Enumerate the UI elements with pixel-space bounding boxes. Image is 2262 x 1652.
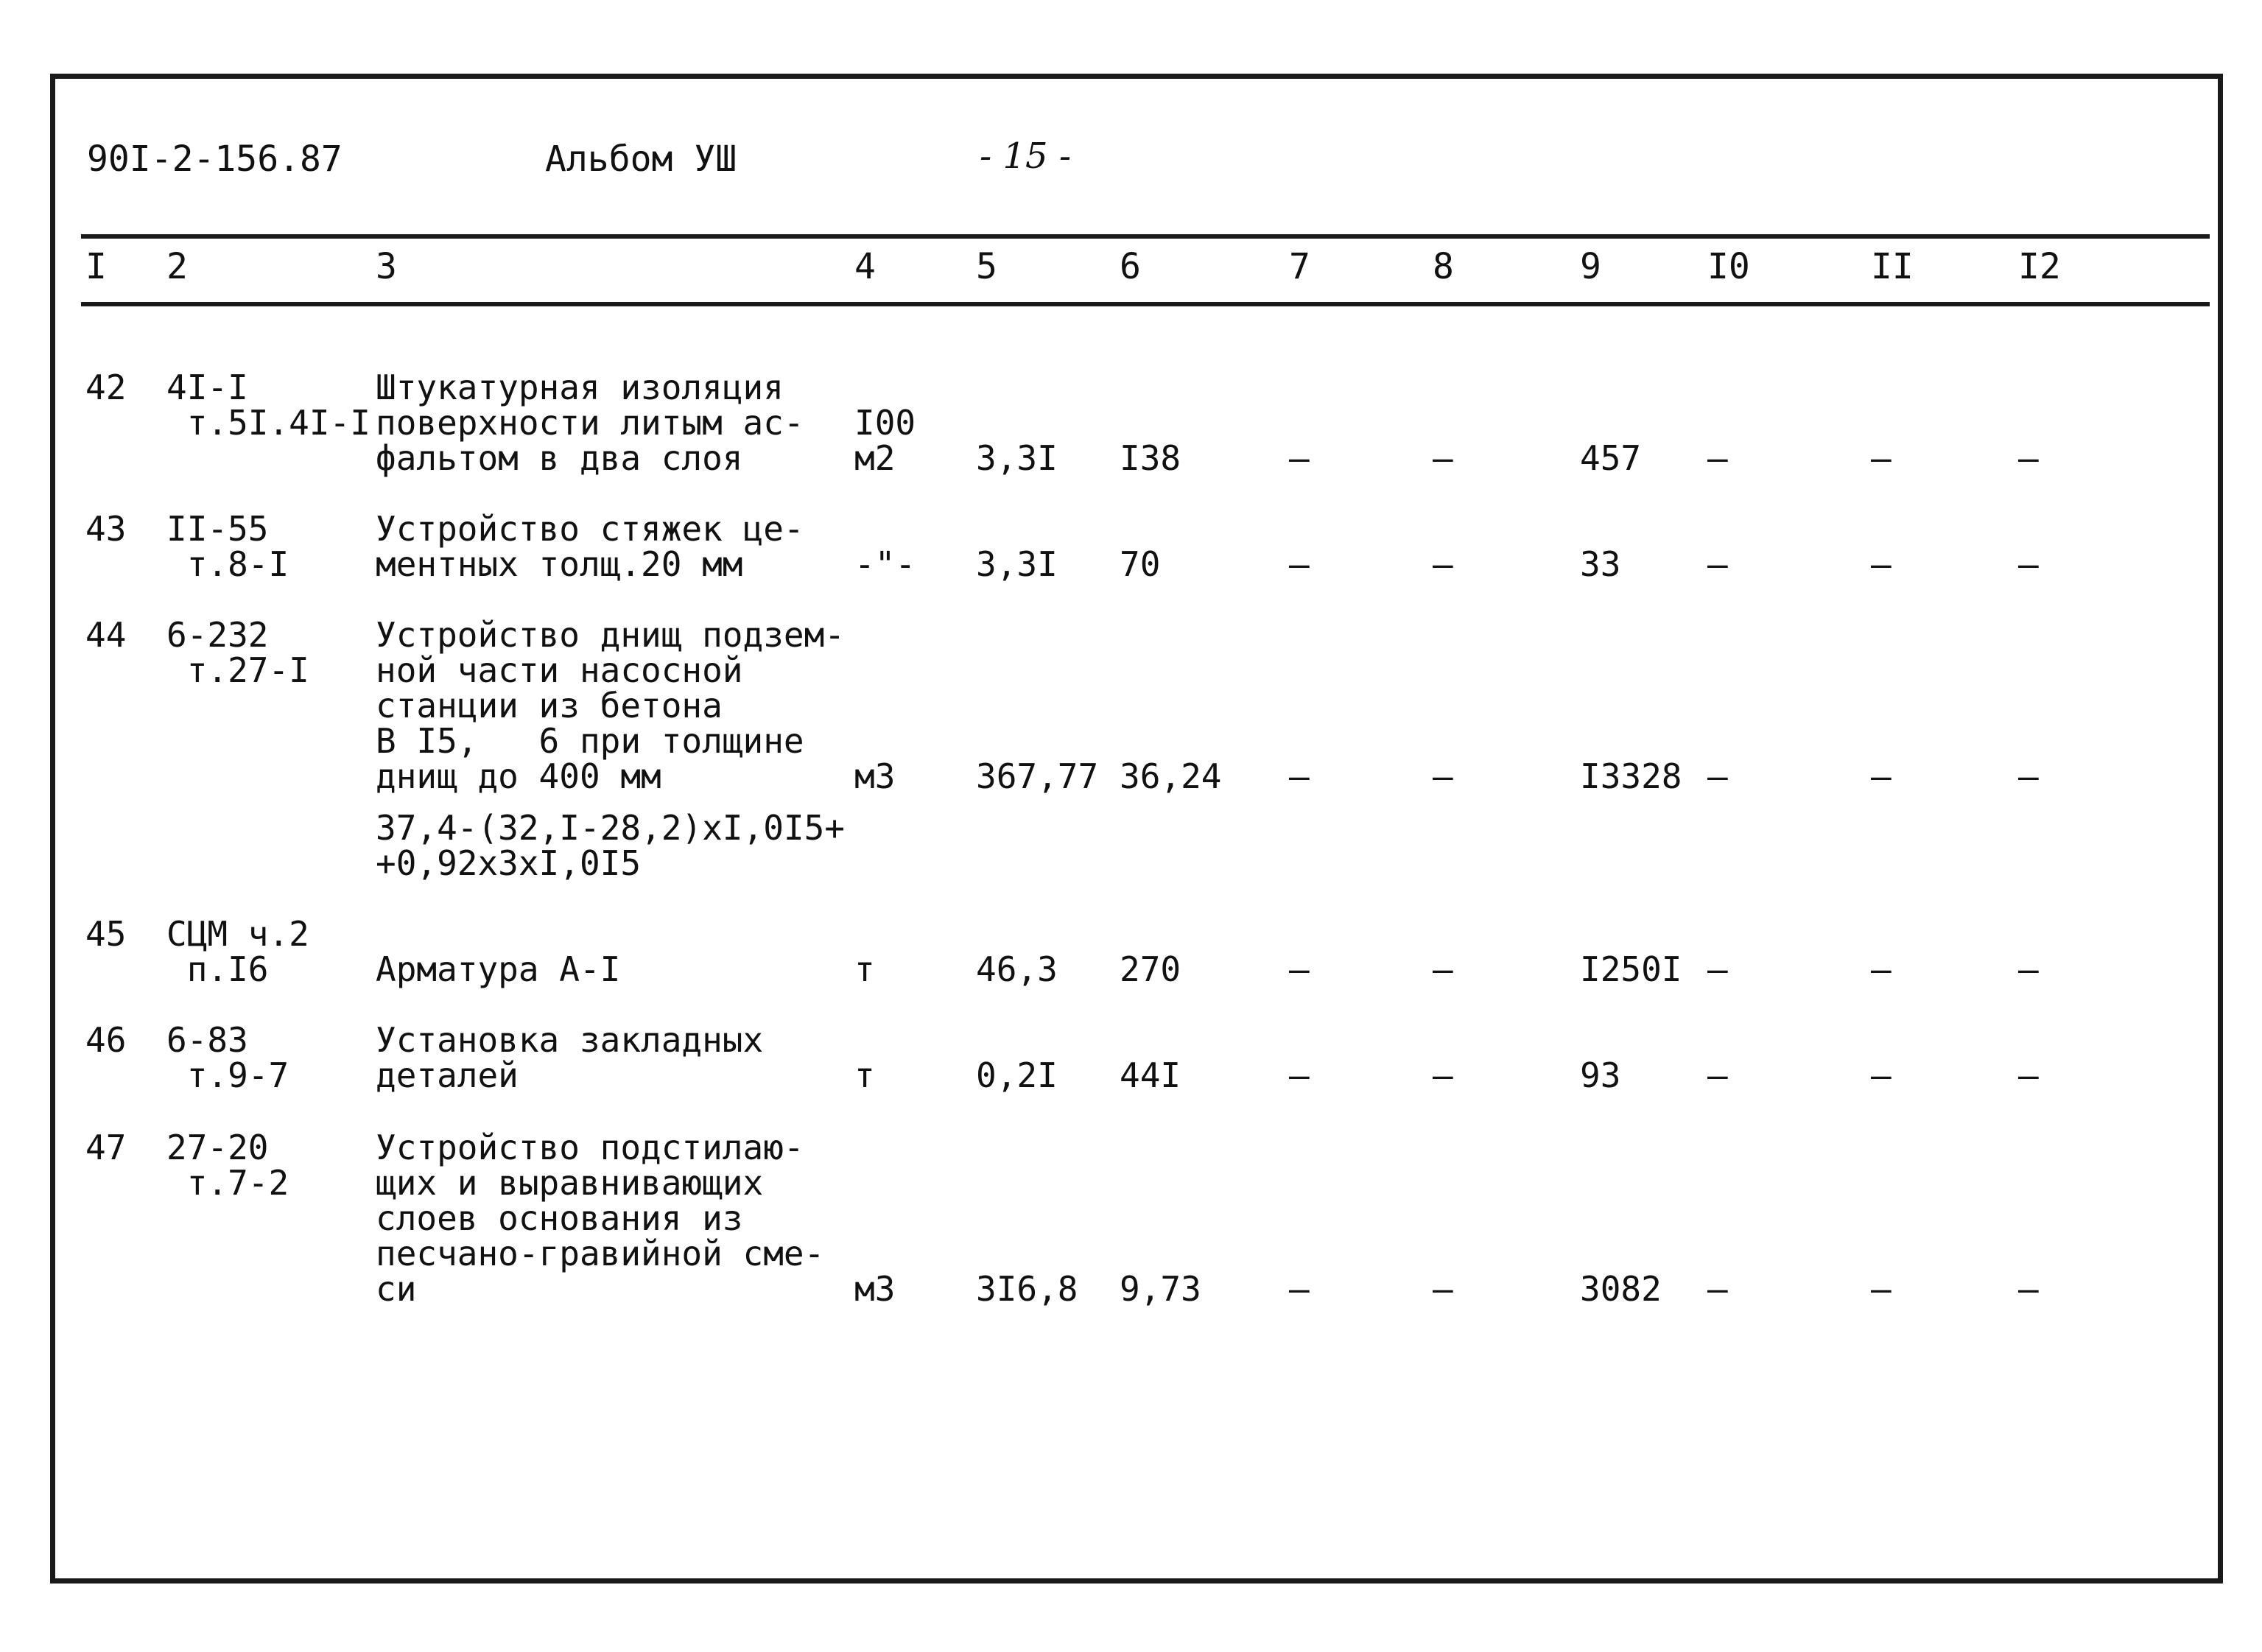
row-43-price: 70 — [1120, 544, 1161, 584]
row-45-unit: т — [854, 949, 875, 989]
column-header-11: II — [1871, 246, 1914, 287]
row-47-col11: – — [1871, 1269, 1892, 1309]
row-46-total: 93 — [1580, 1055, 1621, 1095]
row-42-col12: – — [2018, 438, 2039, 478]
column-header-5: 5 — [976, 246, 997, 287]
row-47-col12: – — [2018, 1269, 2039, 1309]
row-43-col11: – — [1871, 544, 1892, 584]
row-45-qty: 46,3 — [976, 949, 1058, 989]
row-45-price: 270 — [1120, 949, 1181, 989]
page-number: - 15 - — [980, 136, 1072, 177]
row-42-price: I38 — [1120, 438, 1181, 478]
row-42-col11: – — [1871, 438, 1892, 478]
column-header-8: 8 — [1433, 246, 1454, 287]
row-43-unit: -"- — [854, 544, 916, 584]
row-46-number: 46 — [85, 1020, 127, 1060]
row-46-col8: – — [1433, 1055, 1453, 1095]
row-45-code: СЦМ ч.2 п.I6 — [166, 914, 309, 989]
column-header-7: 7 — [1289, 246, 1310, 287]
row-43-code: II-55 т.8-I — [166, 509, 289, 584]
column-header-2: 2 — [166, 246, 188, 287]
row-47-col7: – — [1289, 1269, 1310, 1309]
row-46-qty: 0,2I — [976, 1055, 1058, 1095]
row-44-price: 36,24 — [1120, 756, 1222, 796]
row-43-col10: – — [1707, 544, 1728, 584]
column-header-12: I2 — [2018, 246, 2061, 287]
document-code: 90I-2-156.87 — [87, 138, 343, 180]
row-42-col7: – — [1289, 438, 1310, 478]
row-42-code: 4I-I т.5I.4I-I — [166, 368, 370, 443]
column-header-1: I — [85, 246, 107, 287]
row-44-unit: м3 — [854, 756, 896, 796]
row-47-number: 47 — [85, 1128, 127, 1167]
row-43-name: Устройство стяжек це- ментных толщ.20 мм — [376, 509, 804, 584]
row-44-formula: 37,4-(32,I-28,2)хI,0I5+ +0,92х3хI,0I5 — [376, 808, 845, 883]
row-45-col12: – — [2018, 949, 2039, 989]
row-47-qty: 3I6,8 — [976, 1269, 1078, 1309]
row-46-unit: т — [854, 1055, 875, 1095]
row-42-col8: – — [1433, 438, 1453, 478]
row-45-col7: – — [1289, 949, 1310, 989]
row-45-col11: – — [1871, 949, 1892, 989]
row-44-qty: 367,77 — [976, 756, 1099, 796]
row-47-col10: – — [1707, 1269, 1728, 1309]
row-45-total: I250I — [1580, 949, 1682, 989]
header-rule-top — [81, 234, 2210, 239]
row-43-col8: – — [1433, 544, 1453, 584]
row-42-name: Штукатурная изоляция поверхности литым ас- фальтом в два слоя — [376, 368, 804, 478]
row-45-number: 45 — [85, 914, 127, 954]
row-44-col10: – — [1707, 756, 1728, 796]
row-46-col12: – — [2018, 1055, 2039, 1095]
row-46-col7: – — [1289, 1055, 1310, 1095]
column-header-4: 4 — [854, 246, 876, 287]
row-44-total: I3328 — [1580, 756, 1682, 796]
row-44-col12: – — [2018, 756, 2039, 796]
row-47-unit: м3 — [854, 1269, 896, 1309]
row-46-price: 44I — [1120, 1055, 1181, 1095]
row-47-price: 9,73 — [1120, 1269, 1201, 1309]
row-43-total: 33 — [1580, 544, 1621, 584]
row-44-col11: – — [1871, 756, 1892, 796]
row-45-col8: – — [1433, 949, 1453, 989]
row-47-code: 27-20 т.7-2 — [166, 1128, 289, 1203]
column-header-10: I0 — [1707, 246, 1750, 287]
row-43-number: 43 — [85, 509, 127, 549]
row-45-name: Арматура А-I — [376, 949, 621, 989]
row-42-number: 42 — [85, 368, 127, 407]
row-47-col8: – — [1433, 1269, 1453, 1309]
row-42-qty: 3,3I — [976, 438, 1058, 478]
album-title: Альбом УШ — [545, 138, 737, 180]
row-43-col7: – — [1289, 544, 1310, 584]
column-header-9: 9 — [1580, 246, 1601, 287]
row-44-name: Устройство днищ подзем- ной части насосной станции из бетона В I5, 6 при толщине днищ до 400 мм — [376, 615, 845, 796]
row-42-col10: – — [1707, 438, 1728, 478]
column-header-3: 3 — [376, 246, 397, 287]
row-45-col10: – — [1707, 949, 1728, 989]
row-47-total: 3082 — [1580, 1269, 1662, 1309]
row-46-code: 6-83 т.9-7 — [166, 1020, 289, 1095]
row-46-name: Установка закладных деталей — [376, 1020, 764, 1095]
row-44-col7: – — [1289, 756, 1310, 796]
row-42-unit: I00 м2 — [854, 403, 916, 478]
column-header-6: 6 — [1120, 246, 1141, 287]
row-43-col12: – — [2018, 544, 2039, 584]
row-46-col10: – — [1707, 1055, 1728, 1095]
row-44-number: 44 — [85, 615, 127, 655]
header-rule-bottom — [81, 302, 2210, 306]
row-46-col11: – — [1871, 1055, 1892, 1095]
row-44-col8: – — [1433, 756, 1453, 796]
row-47-name: Устройство подстилаю- щих и выравнивающих слоев основания из песчано-гравийной сме- си — [376, 1128, 825, 1309]
row-42-total: 457 — [1580, 438, 1642, 478]
row-44-code: 6-232 т.27-I — [166, 615, 309, 690]
row-43-qty: 3,3I — [976, 544, 1058, 584]
